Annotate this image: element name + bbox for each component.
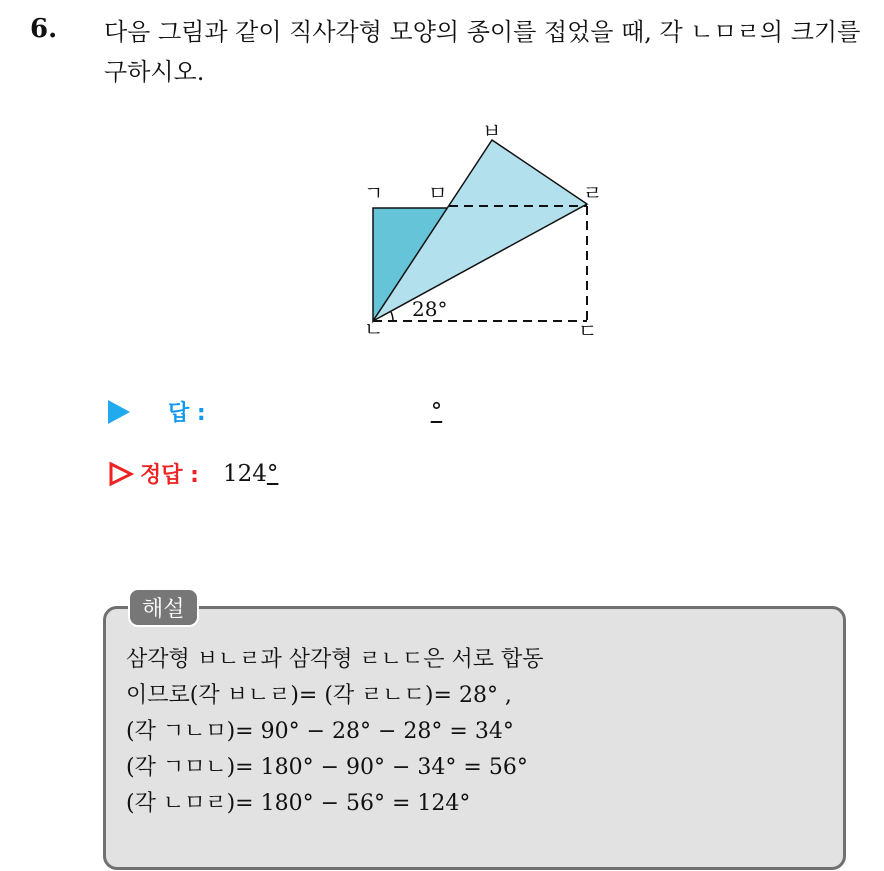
- vertex-label-d: ㄹ: [583, 181, 603, 205]
- vertex-label-e: ㅁ: [428, 181, 448, 205]
- explanation-text: [126, 642, 544, 822]
- answer-row: [108, 396, 442, 427]
- correct-label: 정답 :: [140, 463, 199, 488]
- vertex-label-a: ㄱ: [364, 181, 384, 205]
- question-text: 다음 그림과 같이 직사각형 모양의 종이를 접었을 때, 각 ㄴㅁㄹ의 크기를 구하시오.: [104, 18, 861, 86]
- vertex-label-b: ㄴ: [364, 317, 384, 341]
- vertex-label-f: ㅂ: [482, 119, 502, 143]
- folded-paper-figure: [340, 118, 620, 350]
- explanation-line: (각 ㄱㅁㄴ)= 180° − 90° − 34° = 56°: [126, 755, 528, 780]
- correct-answer-row: [108, 458, 278, 489]
- play-triangle-icon: [108, 400, 130, 424]
- angle-arc: [391, 312, 393, 321]
- angle-label: 28°: [412, 297, 448, 321]
- vertex-label-c: ㄷ: [578, 319, 598, 343]
- explanation-line: (각 ㄱㄴㅁ)= 90° − 28° − 28° = 34°: [126, 719, 514, 744]
- outline-triangle-icon: [108, 461, 134, 487]
- correct-value: 124: [222, 460, 267, 487]
- correct-unit: °: [266, 460, 279, 487]
- answer-unit: °: [430, 398, 443, 425]
- explanation-line: 삼각형 ㅂㄴㄹ과 삼각형 ㄹㄴㄷ은 서로 합동: [126, 647, 544, 672]
- explanation-badge: 해설: [128, 588, 199, 627]
- question-number: 6.: [30, 14, 58, 44]
- answer-label: 답 :: [168, 401, 206, 426]
- explanation-line: 이므로(각 ㅂㄴㄹ)= (각 ㄹㄴㄷ)= 28° ,: [126, 683, 512, 708]
- explanation-line: (각 ㄴㅁㄹ)= 180° − 56° = 124°: [126, 791, 471, 816]
